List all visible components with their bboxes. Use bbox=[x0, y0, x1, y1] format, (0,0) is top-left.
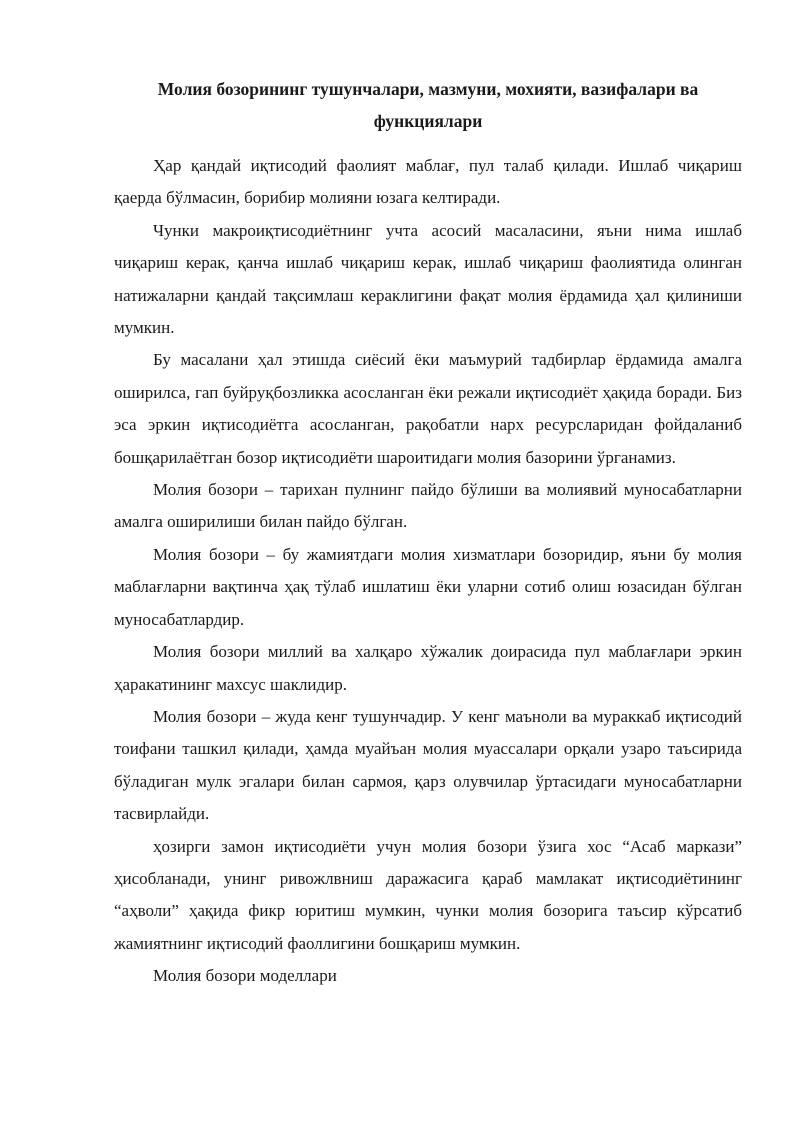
paragraph-8: ҳозирги замон иқтисодиёти учун молия бозори ўзига хос “Асаб маркази” ҳисобланади, унинг ривожлвниш даражасига қараб мамлакат иқтисодиётининг “аҳволи” ҳақида фикр юритиш мумкин, чунки молия бозорига таъсир кўрсатиб жамиятнинг иқтисодий фаоллигини бошқариш мумкин. bbox=[114, 836, 742, 953]
document-title: Молия бозорининг тушунчалари, мазмуни, мохияти, вазифалари ва функциялари bbox=[157, 79, 699, 131]
paragraph-2: Чунки макроиқтисодиётнинг учта асосий масаласини, яъни нима ишлаб чиқариш керак, қанча ишлаб чиқариш керак, ишлаб чиқариш фаолиятида олинган натижаларни қандай тақсимлаш кераклигини фақат молия ёрдамида ҳал қилиниши мумкин. bbox=[114, 220, 742, 338]
paragraph-4: Молия бозори – тарихан пулнинг пайдо бўлиши ва молиявий муносабатларни амалга оширилиши билан пайдо бўлган. bbox=[114, 480, 742, 532]
paragraph-5: Молия бозори – бу жамиятдаги молия хизматлари бозоридир, яъни бу молия маблағларни вақтинча ҳақ тўлаб ишлатиш ёки уларни сотиб олиш юзасидан бўлган муносабатлардир. bbox=[114, 544, 742, 629]
paragraph-6: Молия бозори миллий ва халқаро хўжалик доирасида пул маблағлари эркин ҳаракатининг махсус шаклидир. bbox=[114, 642, 742, 694]
section-heading-models: Молия бозори моделлари bbox=[153, 966, 337, 986]
paragraph-3: Бу масалани ҳал этишда сиёсий ёки маъмурий тадбирлар ёрдамида амалга оширилса, гап буйруқбозликка асосланган ёки режали иқтисодиёт ҳақида боради. Биз эса эркин иқтисодиётга асосланган, рақобатли нарх ресурсларидан фойдаланиб бошқарилаётган бозор иқтисодиёти шароитидаги молия базорини ўрганамиз. bbox=[114, 350, 742, 467]
paragraph-1: Ҳар қандай иқтисодий фаолият маблағ, пул талаб қилади. Ишлаб чиқариш қаерда бўлмасин, борибир молияни юзага келтиради. bbox=[114, 156, 742, 208]
paragraph-7: Молия бозори – жуда кенг тушунчадир. У кенг маъноли ва мураккаб иқтисодий тоифани ташкил қилади, ҳамда муайъан молия муассалари орқали узаро таъсирида бўладиган мулк эгалари билан сармоя, қарз олувчилар ўртасидаги муносабатларни тасвирлайди. bbox=[114, 706, 742, 824]
